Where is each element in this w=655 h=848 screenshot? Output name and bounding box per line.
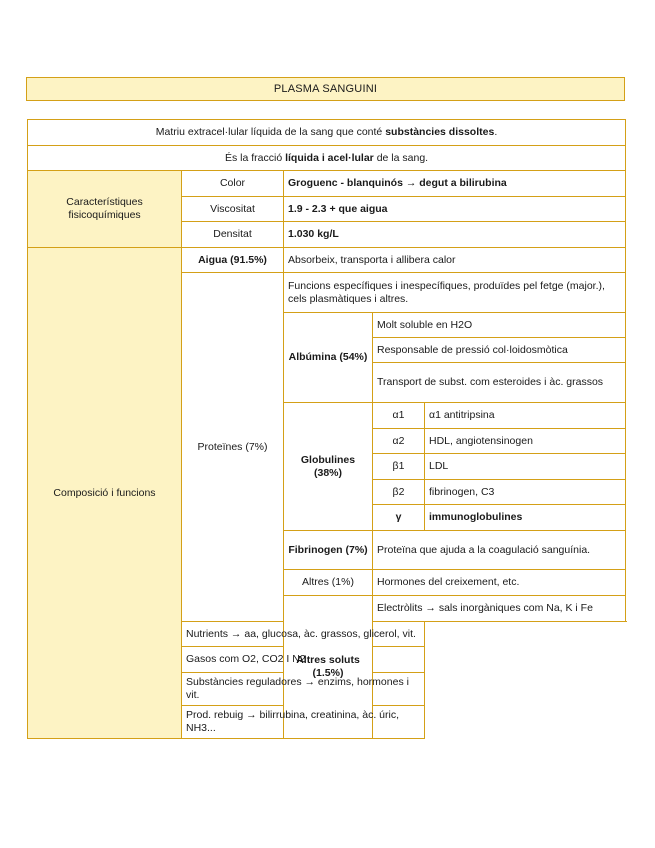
- solute-item: Electròlits → sals inorgàniques com Na, K i Fe: [373, 596, 626, 622]
- intro-row-2: [28, 146, 626, 171]
- globulin-type: [373, 505, 425, 531]
- intro-1-bold: substàncies dissoltes: [385, 126, 495, 138]
- char-row-color: [28, 171, 626, 197]
- char-value-text: Groguenc - blanquinós → degut a bilirubina: [288, 177, 507, 189]
- globulin-desc: HDL, angiotensinogen: [425, 429, 626, 454]
- composition-label: Composició i funcions: [28, 248, 182, 739]
- albumin-label: [284, 313, 373, 403]
- albumin-item: Responsable de pressió col·loidosmòtica: [373, 338, 626, 363]
- solute-item: Prod. rebuig → bilirrubina, creatinina, àc. úric, NH3...: [182, 706, 425, 739]
- albumin-item: Molt soluble en H2O: [373, 313, 626, 338]
- fibrinogen-desc: Proteïna que ajuda a la coagulació sanguínia.: [373, 531, 626, 570]
- char-value: [284, 222, 626, 248]
- char-property: Color: [182, 171, 284, 197]
- globulin-desc-text: immunoglobulines: [429, 511, 523, 523]
- globulin-type: α1: [373, 403, 425, 429]
- solute-item: Nutrients → aa, glucosa, àc. grassos, glicerol, vit.: [182, 622, 425, 647]
- globulin-type-text: γ: [395, 511, 402, 523]
- char-value: [284, 171, 626, 197]
- char-property: Densitat: [182, 222, 284, 248]
- water-label: [182, 248, 284, 273]
- globulin-type: β2: [373, 480, 425, 505]
- globulin-desc: LDL: [425, 454, 626, 480]
- intro-2-end: de la sang.: [373, 151, 429, 164]
- char-property: Viscositat: [182, 197, 284, 222]
- intro-2-bold: líquida i acel·lular: [285, 151, 374, 164]
- intro-cell-2: [28, 146, 626, 171]
- globulins-label-text: Globulines (38%): [300, 453, 356, 479]
- globulins-label: [284, 403, 373, 531]
- page-title-text: PLASMA SANGUINI: [273, 83, 378, 95]
- other-proteins-desc: Hormones del creixement, etc.: [373, 570, 626, 596]
- char-value-text: 1.030 kg/L: [288, 228, 339, 240]
- globulin-desc: fibrinogen, C3: [425, 480, 626, 505]
- globulin-desc: [425, 505, 626, 531]
- water-label-text: Aigua (91.5%): [198, 253, 267, 266]
- page-title: [26, 77, 625, 101]
- intro-1-end: .: [494, 126, 498, 138]
- solute-item: Gasos com O2, CO2 I N2: [182, 647, 425, 673]
- other-proteins-label: Altres (1%): [284, 570, 373, 596]
- intro-1-text: Matriu extracel·lular líquida de la sang que conté: [155, 126, 386, 138]
- solute-item: Substàncies reguladores → enzims, hormones i vit.: [182, 673, 425, 706]
- water-row: [28, 248, 626, 273]
- globulin-type: β1: [373, 454, 425, 480]
- water-desc: Absorbeix, transporta i allibera calor: [284, 248, 626, 273]
- albumin-item: Transport de subst. com esteroides i àc. grassos: [373, 363, 626, 403]
- char-value-text: 1.9 - 2.3 + que aigua: [288, 202, 388, 215]
- fibrinogen-label-text: Fibrinogen (7%): [288, 543, 368, 556]
- fibrinogen-label: [284, 531, 373, 570]
- characteristics-label: Característiques fisicoquímiques: [28, 171, 182, 248]
- proteins-desc: Funcions específiques i inespecífiques, produïdes pel fetge (major.), cels plasmàtiques i altres.: [284, 273, 626, 313]
- intro-2-text: És la fracció: [224, 151, 286, 164]
- globulin-desc: α1 antitripsina: [425, 403, 626, 429]
- plasma-table: [27, 119, 626, 739]
- albumin-label-text: Albúmina (54%): [288, 351, 368, 363]
- other-solutes-label-text: Altres soluts (1.5%): [296, 654, 360, 679]
- char-value: [284, 197, 626, 222]
- intro-row-1: [28, 120, 626, 146]
- proteins-label: Proteïnes (7%): [182, 273, 284, 622]
- intro-cell-1: [28, 120, 626, 146]
- globulin-type: α2: [373, 429, 425, 454]
